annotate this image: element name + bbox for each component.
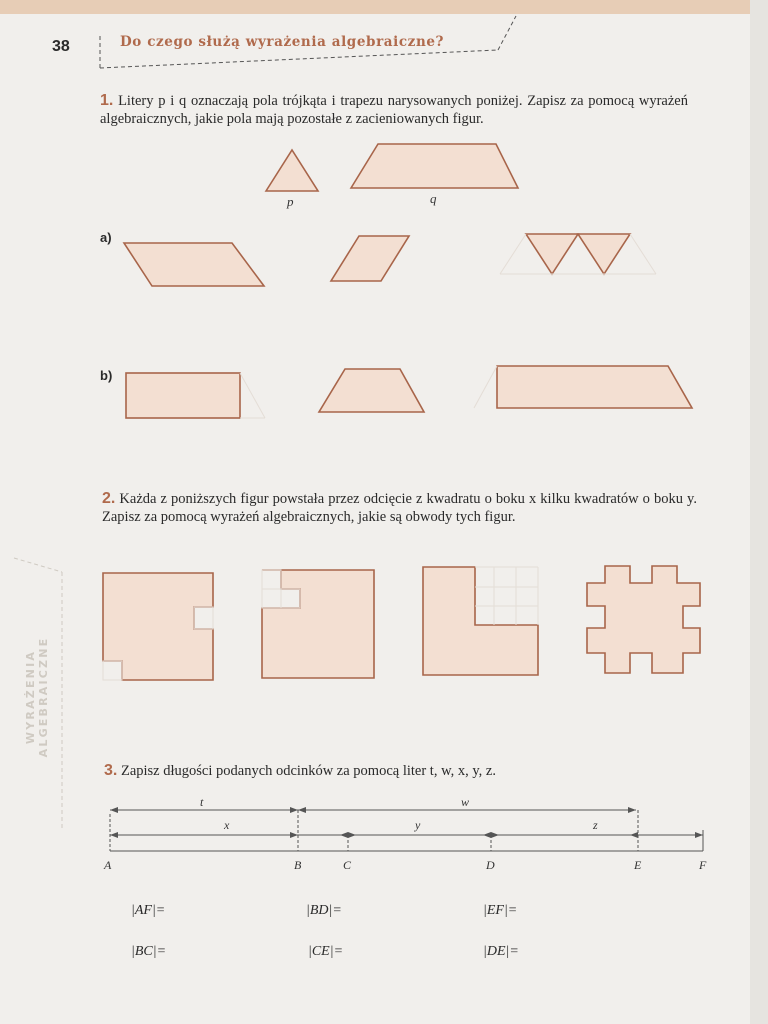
figure-1b-2 [319,369,424,412]
answer-ce: |CE|= [308,944,344,959]
triangle-p [266,150,318,191]
segment-label-t: t [200,795,204,809]
point-f: F [699,858,707,872]
figure-2-2 [262,570,374,678]
label-q: q [430,191,437,206]
side-tab-text: WYRAŻENIA ALGEBRAICZNE [24,636,50,758]
answer-af: |AF|= [131,903,166,918]
figure-1a-3b [578,234,630,274]
arrowheads [110,807,703,838]
point-a: A [104,858,112,872]
page-header: Do czego służą wyrażenia algebraiczne? [120,34,445,50]
segment-label-y: y [415,818,421,832]
header-frame [100,16,516,68]
task-2 [102,490,697,526]
part-b-label: b) [100,368,113,383]
answer-de: |DE|= [483,944,519,959]
task-3 [104,762,704,780]
figure-1b-3 [497,366,692,408]
segment-label-w: w [461,795,470,809]
segment-label-z: z [593,818,598,832]
figure-2-3 [423,567,538,675]
point-c: C [343,858,352,872]
segment-label-x: x [224,818,230,832]
task-2-text: Każda z poniższych figur powstała przez odcięcie z kwadratu o boku x kilku kwadratów o boku y. Zapisz za pomocą wyrażeń algebraicznych, jakie są obwody tych figur. [102,491,697,525]
figure-1a-1 [124,243,264,286]
figure-1a-2 [331,236,409,281]
task-3-text: Zapisz długości podanych odcinków za pomocą liter t, w, x, y, z. [120,763,496,779]
part-a-label: a) [100,230,112,245]
point-b: B [294,858,302,872]
task-2-number: 2. [102,490,116,507]
point-d: D [486,858,495,872]
answer-bc: |BC|= [131,944,167,959]
label-p: p [287,194,294,209]
side-tab-label [12,560,62,830]
task-1-number: 1. [100,92,114,109]
figure-2-1 [103,573,213,680]
task-1-text: Litery p i q oznaczają pola trójkąta i trapezu narysowanych poniżej. Zapisz za pomocą wyrażeń algebraicznych, jakie pola mają pozostałe z zacieniowanych figur. [100,93,688,127]
figure-1a-3a [526,234,578,274]
point-e: E [634,858,642,872]
page-number: 38 [52,38,70,55]
figure-1b-1 [126,373,240,418]
trapezoid-q [351,144,518,188]
figure-2-4 [587,566,700,673]
task-1 [100,92,688,128]
answer-ef: |EF|= [483,903,518,918]
answer-bd: |BD|= [306,903,342,918]
task-3-number: 3. [104,762,118,779]
